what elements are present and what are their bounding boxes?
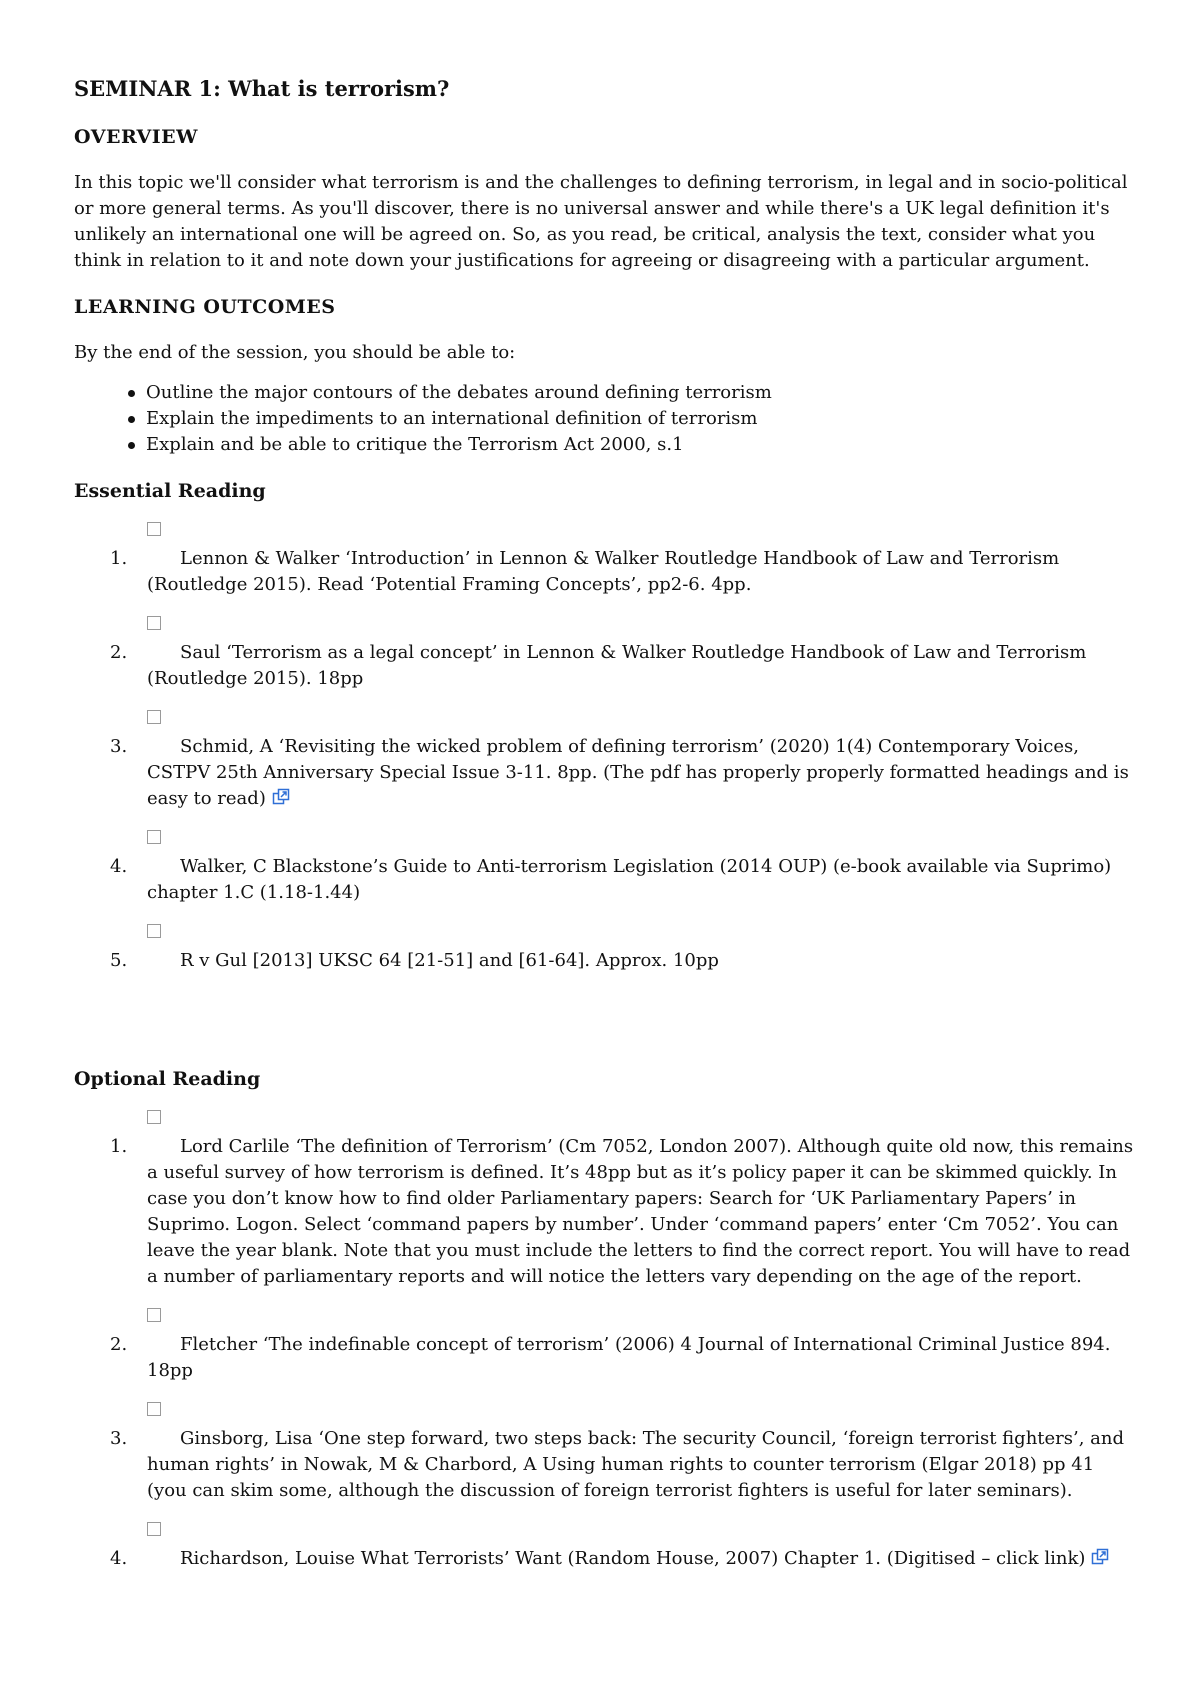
document-page	[74, 62, 1134, 1572]
reading-item	[74, 1402, 1134, 1504]
reading-entry	[74, 1546, 1134, 1572]
essential-reading-list	[74, 522, 1134, 974]
reading-entry	[74, 1426, 1134, 1504]
reading-number: 5.	[110, 950, 128, 971]
reading-number: 4.	[110, 856, 128, 877]
external-link-icon[interactable]	[1091, 1548, 1109, 1566]
reading-number: 4.	[110, 1548, 128, 1569]
reading-number: 3.	[110, 1428, 128, 1449]
learning-outcomes-list	[74, 380, 1134, 458]
overview-text: In this topic we'll consider what terrorism is and the challenges to defining terrorism, in legal and in socio-political or more general terms. As you'll discover, there is no universal answer and while there's a UK legal definition it's unlikely an international one will be agreed on. So, as you read, be critical, analysis the text, consider what you think in relation to it and note down your justifications for agreeing or disagreeing with a particular argument.	[74, 172, 1128, 271]
reading-entry	[74, 1134, 1134, 1290]
page-title: SEMINAR 1: What is terrorism?	[74, 76, 450, 101]
reading-entry	[74, 640, 1134, 692]
reading-checkbox[interactable]	[147, 1402, 161, 1416]
reading-item	[74, 1522, 1134, 1572]
reading-item	[74, 616, 1134, 692]
reading-checkbox[interactable]	[147, 924, 161, 938]
external-link-icon[interactable]	[272, 788, 290, 806]
reading-checkbox[interactable]	[147, 710, 161, 724]
reading-checkbox[interactable]	[147, 1522, 161, 1536]
reading-text: Lennon & Walker ‘Introduction’ in Lennon & Walker Routledge Handbook of Law and Terrorism (Routledge 2015). Read ‘Potential Framing Concepts’, pp2-6. 4pp.	[147, 548, 1060, 595]
essential-reading-heading: Essential Reading	[74, 480, 266, 502]
reading-item	[74, 1110, 1134, 1290]
learning-outcomes-intro: By the end of the session, you should be able to:	[74, 342, 516, 363]
list-item: Outline the major contours of the debates around defining terrorism	[146, 380, 1134, 406]
reading-item	[74, 1308, 1134, 1384]
reading-checkbox[interactable]	[147, 1308, 161, 1322]
reading-entry	[74, 854, 1134, 906]
list-item: Explain the impediments to an international definition of terrorism	[146, 406, 1134, 432]
reading-entry	[74, 948, 1134, 974]
reading-number: 2.	[110, 642, 128, 663]
reading-entry	[74, 546, 1134, 598]
optional-reading-heading: Optional Reading	[74, 1068, 261, 1090]
reading-entry	[74, 1332, 1134, 1384]
reading-text: Walker, C Blackstone’s Guide to Anti-terrorism Legislation (2014 OUP) (e-book available via Suprimo) chapter 1.C (1.18-1.44)	[147, 856, 1112, 903]
reading-text: R v Gul [2013] UKSC 64 [21-51] and [61-64]. Approx. 10pp	[180, 950, 719, 971]
reading-item	[74, 830, 1134, 906]
reading-text: Ginsborg, Lisa ‘One step forward, two steps back: The security Council, ‘foreign terrorist fighters’, and human rights’ in Nowak, M & Charbord, A Using human rights to counter terrorism (Elgar 2018) pp 41 (you can skim some, although the discussion of foreign terrorist fighters is useful for later seminars).	[147, 1428, 1125, 1501]
list-item: Explain and be able to critique the Terrorism Act 2000, s.1	[146, 432, 1134, 458]
reading-item	[74, 924, 1134, 974]
reading-text: Richardson, Louise What Terrorists’ Want (Random House, 2007) Chapter 1. (Digitised – click link)	[180, 1548, 1086, 1569]
reading-number: 3.	[110, 736, 128, 757]
bullet-icon	[128, 416, 135, 423]
reading-item	[74, 710, 1134, 812]
reading-item	[74, 522, 1134, 598]
optional-reading-list	[74, 1110, 1134, 1572]
reading-entry	[74, 734, 1134, 812]
reading-number: 1.	[110, 1136, 128, 1157]
reading-checkbox[interactable]	[147, 616, 161, 630]
reading-text: Saul ‘Terrorism as a legal concept’ in Lennon & Walker Routledge Handbook of Law and Terrorism (Routledge 2015). 18pp	[147, 642, 1087, 689]
reading-checkbox[interactable]	[147, 522, 161, 536]
reading-text: Fletcher ‘The indefinable concept of terrorism’ (2006) 4 Journal of International Criminal Justice 894. 18pp	[147, 1334, 1111, 1381]
reading-text: Lord Carlile ‘The definition of Terrorism’ (Cm 7052, London 2007). Although quite old now, this remains a useful survey of how terrorism is defined. It’s 48pp but as it’s policy paper it can be skimmed quickly. In case you don’t know how to find older Parliamentary papers: Search for ‘UK Parliamentary Papers’ in Suprimo. Logon. Select ‘command papers by number’. Under ‘command papers’ enter ‘Cm 7052’. You can leave the year blank. Note that you must include the letters to find the correct report. You will have to read a number of parliamentary reports and will notice the letters vary depending on the age of the report.	[147, 1136, 1134, 1287]
reading-number: 2.	[110, 1334, 128, 1355]
reading-checkbox[interactable]	[147, 1110, 161, 1124]
reading-checkbox[interactable]	[147, 830, 161, 844]
bullet-icon	[128, 442, 135, 449]
reading-number: 1.	[110, 548, 128, 569]
bullet-icon	[128, 390, 135, 397]
overview-heading: OVERVIEW	[74, 126, 199, 148]
learning-outcomes-heading: LEARNING OUTCOMES	[74, 296, 336, 318]
reading-text: Schmid, A ‘Revisiting the wicked problem of defining terrorism’ (2020) 1(4) Contemporary Voices, CSTPV 25th Anniversary Special Issue 3-11. 8pp. (The pdf has properly properly formatted headings and is easy to read)	[147, 736, 1129, 809]
